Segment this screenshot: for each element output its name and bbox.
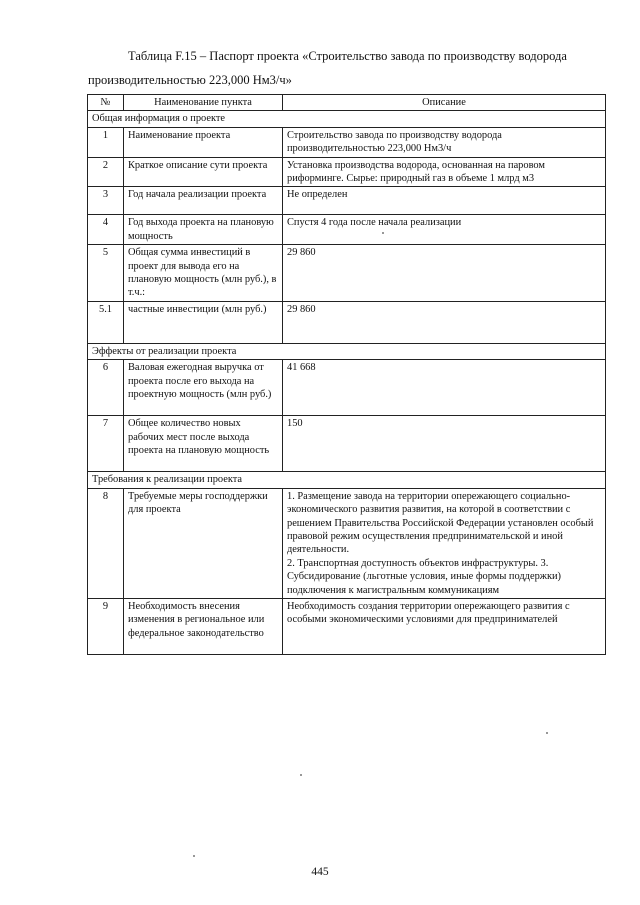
row-description [283,157,606,187]
caption-line-1: Таблица F.15 – Паспорт проекта «Строительство завода по производству водорода [128,49,567,63]
row-name: Краткое описание сути проекта [124,157,283,187]
row-description [283,598,606,654]
table-row [88,245,606,302]
row-name: Наименование проекта [124,127,283,157]
section-row [88,472,606,488]
section-row [88,111,606,127]
section-title: Общая информация о проекте [88,111,606,127]
caption-line-2: производительностью 223,000 Нм3/ч» [88,73,292,87]
section-title: Эффекты от реализации проекта [88,343,606,359]
row-name: Общее количество новых рабочих мест после выхода проекта на плановую мощность [124,416,283,472]
header-number: № [88,95,124,111]
row-name: частные инвестиции (млн руб.) [124,301,283,343]
row-name: Требуемые меры господдержки для проекта [124,488,283,598]
row-name: Валовая ежегодная выручка от проекта после его выхода на проектную мощность (млн руб.) [124,360,283,416]
description-paragraph: 1. Размещение завода на территории опережающего социально-экономического развития развития, на которой в соответствии с решением Правительства Российской Федерации установлен особый правовой режим осуществления предпринимательской и иной деятельности. [287,490,594,556]
description-paragraph: Необходимость создания территории опережающего развития с особыми экономическими условиями для предпринимателей [287,600,570,626]
table-row [88,488,606,598]
row-number: 1 [88,127,124,157]
row-number: 7 [88,416,124,472]
scan-speck [382,232,384,234]
table-row [88,215,606,245]
table-header-row [88,95,606,111]
table-caption [88,44,604,92]
description-paragraph: Строительство завода по производству водорода производительностью 223,000 Нм3/ч [287,129,502,155]
row-name: Год выхода проекта на плановую мощность [124,215,283,245]
row-name: Год начала реализации проекта [124,187,283,215]
scan-speck [300,774,302,776]
section-row [88,343,606,359]
row-number: 5 [88,245,124,302]
table-row [88,416,606,472]
row-name: Общая сумма инвестиций в проект для вывода его на плановую мощность (млн руб.), в т.ч.: [124,245,283,302]
description-paragraph: Спустя 4 года после начала реализации [287,217,462,229]
row-description [283,488,606,598]
description-paragraph: 150 [287,418,303,430]
description-paragraph: 29 860 [287,303,316,315]
row-description [283,127,606,157]
row-number: 5.1 [88,301,124,343]
description-paragraph: 2. Транспортная доступность объектов инфраструктуры. 3. Субсидирование (льготные условия, иные формы поддержки) подключения к магистральным коммуникациям [287,557,562,596]
description-paragraph: 41 668 [287,362,316,374]
row-number: 6 [88,360,124,416]
row-number: 9 [88,598,124,654]
table-row [88,127,606,157]
row-description [283,360,606,416]
scan-speck [546,732,548,734]
table-row [88,301,606,343]
section-title: Требования к реализации проекта [88,472,606,488]
page-number: 445 [311,866,329,878]
table-row [88,360,606,416]
description-paragraph: Не определен [287,189,348,201]
header-description: Описание [283,95,606,111]
row-number: 4 [88,215,124,245]
project-passport-table [87,94,606,655]
row-number: 8 [88,488,124,598]
table-row [88,598,606,654]
row-description [283,215,606,245]
row-name: Необходимость внесения изменения в региональное или федеральное законодательство [124,598,283,654]
header-item-name: Наименование пункта [124,95,283,111]
row-number: 3 [88,187,124,215]
row-description [283,416,606,472]
description-paragraph: Установка производства водорода, основанная на паровом риформинге. Сырье: природный газ в объеме 1 млрд м3 [287,159,545,185]
table-row [88,187,606,215]
row-number: 2 [88,157,124,187]
row-description [283,301,606,343]
description-paragraph: 29 860 [287,247,316,259]
row-description [283,245,606,302]
row-description [283,187,606,215]
table-row [88,157,606,187]
scan-speck [193,855,195,857]
